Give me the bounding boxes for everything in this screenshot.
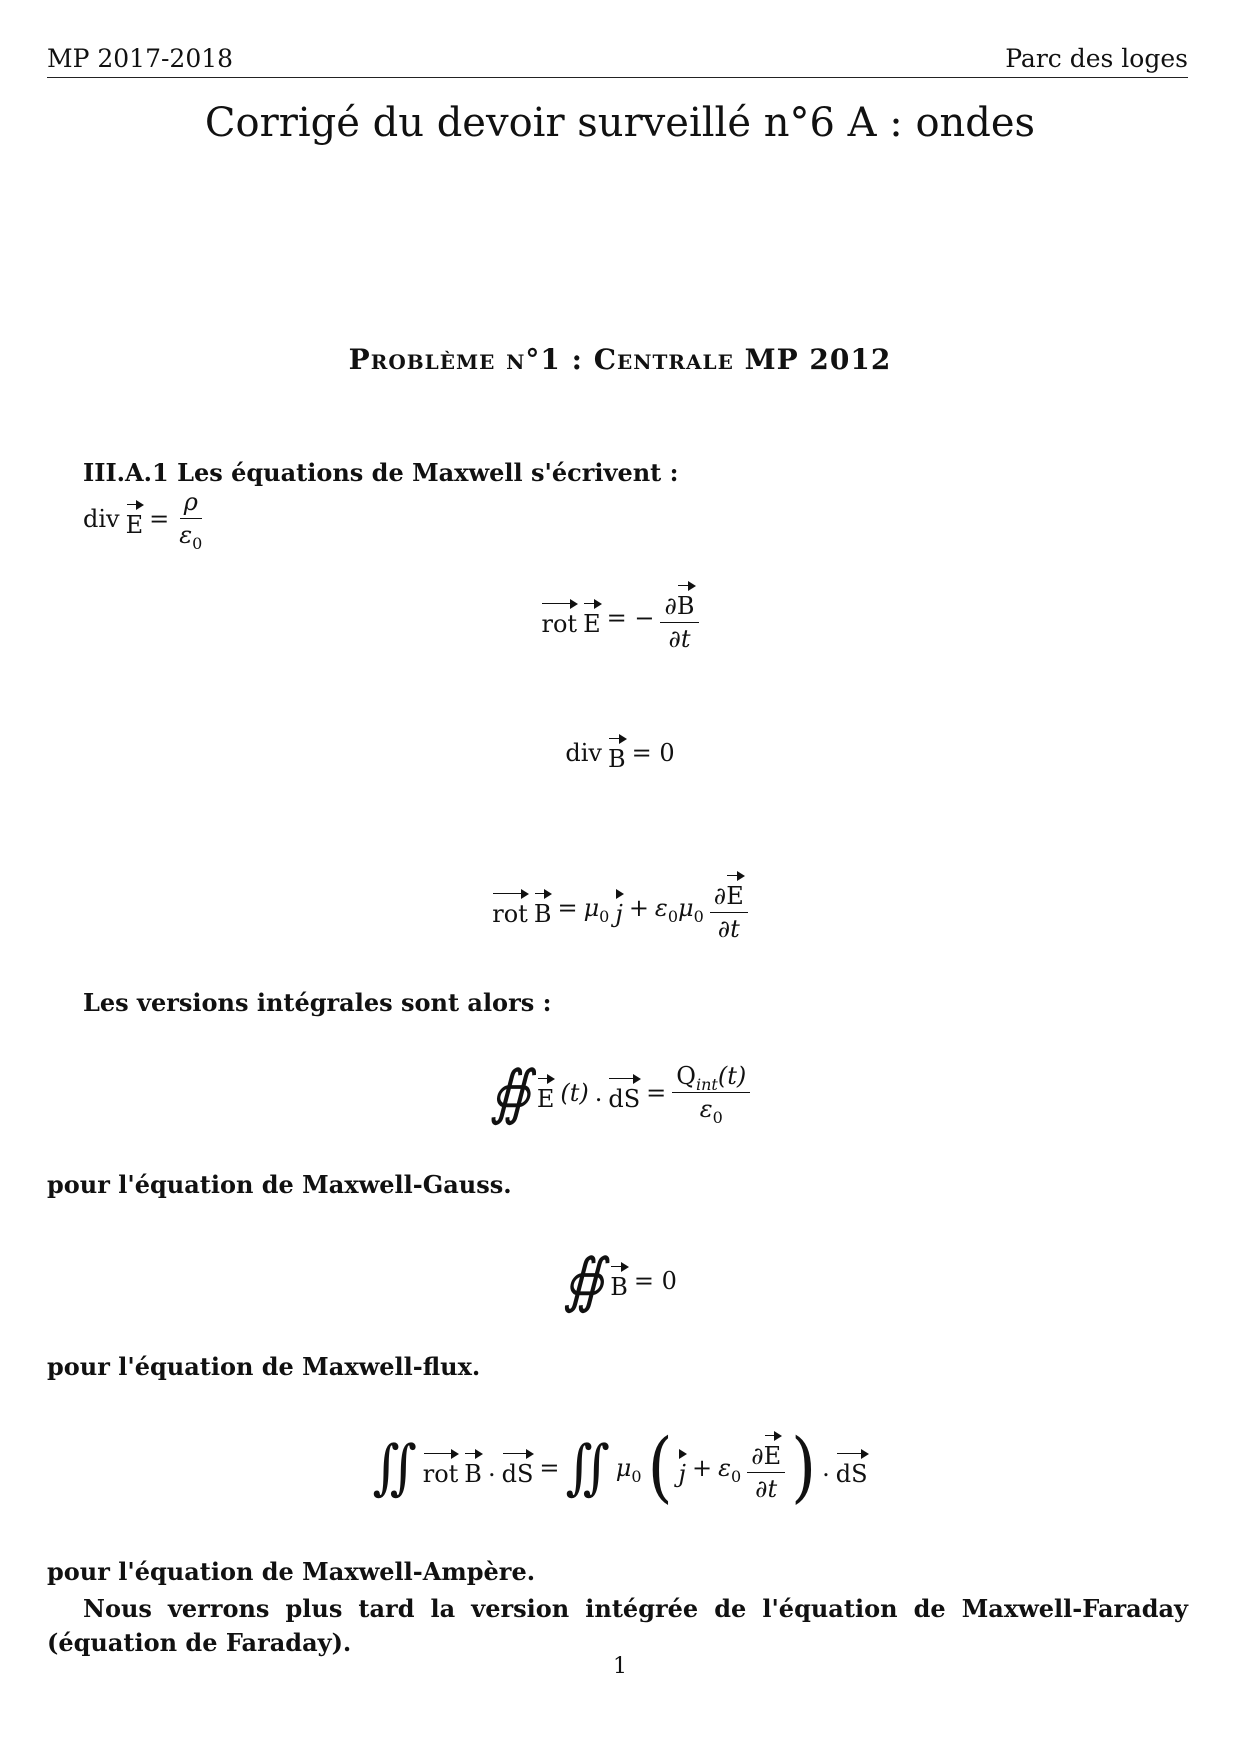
- vector-ds: dS: [836, 1450, 868, 1486]
- subscript-int: int: [695, 1075, 718, 1094]
- subscript-zero: 0: [693, 906, 704, 926]
- integral-maxwell-ampere: ∬ rot B . dS = ∬ $\mu_0$ ( j + $\varepsilon_0$ $\frac{\partial E}{\partial t}$ ) . dS: [372, 1423, 868, 1512]
- page-number: 1: [613, 1654, 627, 1679]
- div-operator: div: [565, 739, 602, 767]
- vector-e: E: [726, 872, 744, 908]
- time-argument: (t): [717, 1062, 747, 1090]
- left-paren: (: [647, 1423, 673, 1512]
- rot-operator: rot: [492, 890, 528, 926]
- rot-operator: rot: [423, 1450, 459, 1486]
- fraction-rho-eps: [175, 488, 206, 553]
- partial-t: ∂t: [755, 1475, 778, 1503]
- subscript-zero: 0: [712, 1108, 723, 1127]
- mu-symbol: μ: [615, 1453, 632, 1482]
- ampere-caption: pour l'équation de Maxwell-Ampère.: [47, 1557, 536, 1586]
- mu-symbol: μ: [583, 893, 600, 922]
- closing-paragraph: Nous verrons plus tard la version intégrée de l'équation de Maxwell-Faraday (équation de Faraday).: [47, 1594, 1188, 1657]
- vector-j: j: [679, 1450, 686, 1486]
- subscript-zero: 0: [631, 1466, 642, 1486]
- equation-maxwell-flux: div B = 0: [0, 735, 1240, 771]
- epsilon-symbol: ε: [179, 521, 193, 549]
- page-title: Corrigé du devoir surveillé n°6 A : ondes: [204, 100, 1036, 146]
- vector-b: B: [610, 1263, 628, 1299]
- vector-e: E: [764, 1432, 782, 1468]
- double-integral-icon: ∬: [372, 1433, 417, 1502]
- time-argument: (t): [560, 1078, 589, 1107]
- subscript-zero: 0: [731, 1466, 742, 1486]
- rot-operator: rot: [541, 600, 577, 636]
- right-paren: ): [791, 1423, 817, 1512]
- vector-ds: dS: [502, 1450, 534, 1486]
- double-integral-icon: ∬: [565, 1433, 610, 1502]
- header-right: Parc des loges: [1005, 44, 1188, 73]
- gauss-caption: pour l'équation de Maxwell-Gauss.: [47, 1170, 512, 1199]
- vector-b: B: [534, 890, 552, 926]
- equation-maxwell-ampere: rot B = $\mu_0$ j + $\varepsilon_0\mu_0$ $\frac{\partial E}{\partial t}$: [0, 872, 1240, 943]
- partial-t: ∂t: [668, 625, 691, 653]
- subscript-zero: 0: [599, 906, 610, 926]
- mu-symbol: μ: [678, 893, 694, 922]
- div-operator: div: [83, 504, 120, 533]
- charge-symbol: Q: [676, 1062, 696, 1090]
- problem-title: Problème n°1 : Centrale MP 2012: [348, 343, 892, 376]
- closed-surface-integral-icon: ∯: [489, 1058, 531, 1127]
- equation-maxwell-gauss: div E = $\frac{\rho}{\varepsilon_0}$: [83, 488, 206, 549]
- fraction-dE-dt: $\frac{\partial E}{\partial t}$: [710, 872, 748, 943]
- epsilon-symbol: ε: [718, 1453, 731, 1482]
- fraction-dB-dt: $\frac{\partial B}{\partial t}$: [660, 582, 698, 653]
- vector-e: E: [537, 1075, 555, 1111]
- fraction-q-eps: [672, 1062, 750, 1127]
- vector-b: B: [464, 1450, 482, 1486]
- vector-ds: dS: [608, 1075, 640, 1111]
- vector-e: E: [126, 501, 144, 537]
- rho-symbol: ρ: [180, 488, 202, 519]
- epsilon-symbol: ε: [654, 893, 668, 922]
- integral-maxwell-gauss: ∯ E (t) . dS = $\frac{Q_{int}(t)}{\varepsilon_0}$: [0, 1062, 1240, 1123]
- equation-maxwell-faraday: rot E = − $\frac{\partial B}{\partial t}$: [0, 582, 1240, 653]
- fraction-dE-dt: $\frac{\partial E}{\partial t}$: [747, 1432, 785, 1503]
- vector-b: B: [677, 582, 695, 618]
- vector-e: E: [583, 600, 601, 636]
- partial-t: ∂t: [717, 915, 740, 943]
- flux-caption: pour l'équation de Maxwell-flux.: [47, 1352, 481, 1381]
- vector-b: B: [608, 735, 626, 771]
- vector-j: j: [615, 890, 622, 926]
- subscript-zero: 0: [192, 534, 203, 553]
- header-left: MP 2017-2018: [47, 44, 234, 73]
- epsilon-symbol: ε: [699, 1095, 713, 1123]
- section-heading: III.A.1 Les équations de Maxwell s'écrivent :: [83, 458, 679, 487]
- header-rule: [47, 77, 1188, 78]
- integral-intro: Les versions intégrales sont alors :: [83, 988, 552, 1017]
- integral-maxwell-flux: ∯ B = 0: [563, 1246, 677, 1316]
- closed-surface-integral-icon: ∯: [563, 1246, 605, 1316]
- subscript-zero: 0: [667, 906, 678, 926]
